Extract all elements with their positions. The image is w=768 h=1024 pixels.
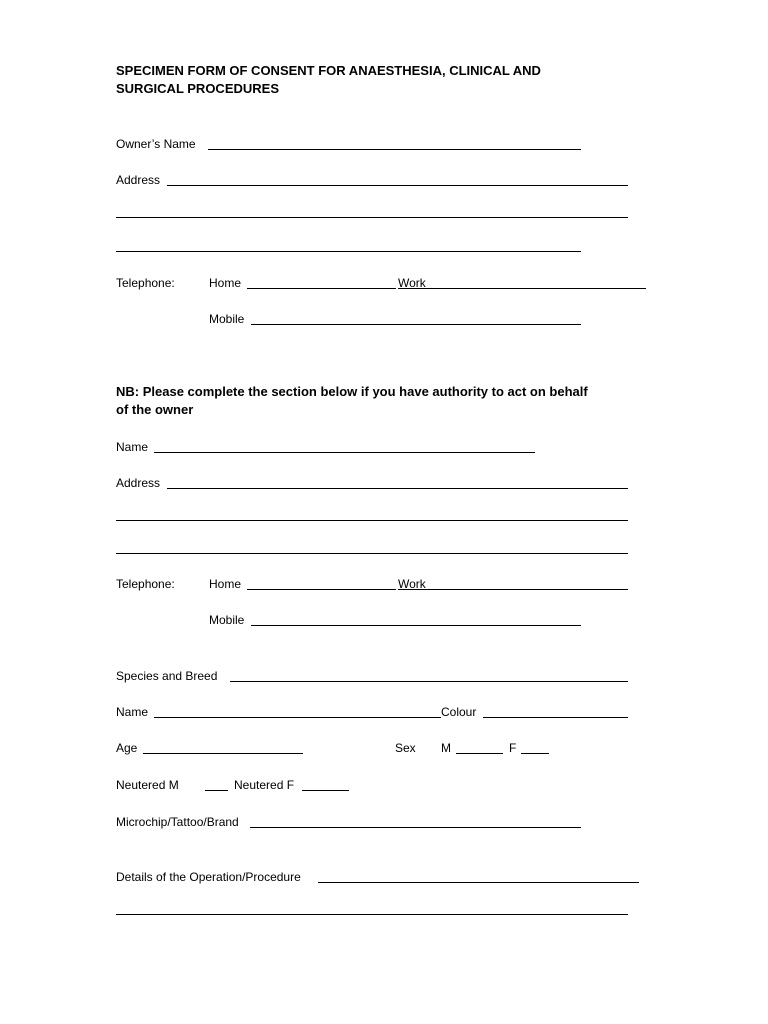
sex-f-field[interactable] bbox=[521, 753, 549, 754]
animal-name-label: Name bbox=[116, 705, 149, 719]
neutered-m-field[interactable] bbox=[205, 790, 228, 791]
sex-f-label: F bbox=[509, 741, 517, 755]
agent-home-phone-field[interactable] bbox=[247, 589, 396, 590]
procedure-details-field-2[interactable] bbox=[116, 914, 628, 915]
agent-telephone-label: Telephone: bbox=[116, 577, 175, 591]
microchip-label: Microchip/Tattoo/Brand bbox=[116, 815, 239, 829]
agent-address-field-2[interactable] bbox=[116, 520, 628, 521]
age-field[interactable] bbox=[143, 753, 303, 754]
agent-name-field[interactable] bbox=[154, 452, 535, 453]
neutered-f-field[interactable] bbox=[302, 790, 349, 791]
owner-name-label: Owner’s Name bbox=[116, 137, 196, 151]
animal-name-field[interactable] bbox=[154, 717, 441, 718]
agent-mobile-field[interactable] bbox=[251, 625, 581, 626]
owner-address-label: Address bbox=[116, 173, 161, 187]
owner-work-label: Work bbox=[398, 276, 426, 290]
agent-address-label: Address bbox=[116, 476, 161, 490]
sex-m-field[interactable] bbox=[456, 753, 503, 754]
owner-mobile-field[interactable] bbox=[251, 324, 581, 325]
owner-name-field[interactable] bbox=[208, 149, 581, 150]
neutered-m-label: Neutered M bbox=[116, 778, 179, 792]
species-breed-label: Species and Breed bbox=[116, 669, 218, 683]
age-label: Age bbox=[116, 741, 138, 755]
owner-address-field-2[interactable] bbox=[116, 217, 628, 218]
sex-label: Sex bbox=[395, 741, 416, 755]
owner-work-phone-field[interactable] bbox=[398, 288, 646, 289]
form-title-line-2: SURGICAL PROCEDURES bbox=[116, 81, 280, 96]
colour-field[interactable] bbox=[483, 717, 628, 718]
agent-name-label: Name bbox=[116, 440, 149, 454]
agent-home-label: Home bbox=[209, 577, 242, 591]
authority-note-line-1: NB: Please complete the section below if you have authority to act on behalf bbox=[116, 384, 588, 399]
colour-label: Colour bbox=[441, 705, 477, 719]
owner-home-phone-field[interactable] bbox=[247, 288, 396, 289]
owner-telephone-label: Telephone: bbox=[116, 276, 175, 290]
owner-home-label: Home bbox=[209, 276, 242, 290]
procedure-details-field-1[interactable] bbox=[318, 882, 639, 883]
agent-address-field-1[interactable] bbox=[167, 488, 628, 489]
agent-work-label: Work bbox=[398, 577, 426, 591]
sex-m-label: M bbox=[441, 741, 451, 755]
neutered-f-label: Neutered F bbox=[234, 778, 295, 792]
agent-mobile-label: Mobile bbox=[209, 613, 245, 627]
authority-note-line-2: of the owner bbox=[116, 402, 194, 417]
owner-address-field-1[interactable] bbox=[167, 185, 628, 186]
owner-mobile-label: Mobile bbox=[209, 312, 245, 326]
species-breed-field[interactable] bbox=[230, 681, 628, 682]
microchip-field[interactable] bbox=[250, 827, 581, 828]
agent-address-field-3[interactable] bbox=[116, 553, 628, 554]
form-title-line-1: SPECIMEN FORM OF CONSENT FOR ANAESTHESIA, CLINICAL AND bbox=[116, 63, 541, 78]
procedure-details-label: Details of the Operation/Procedure bbox=[116, 870, 301, 884]
owner-address-field-3[interactable] bbox=[116, 251, 581, 252]
agent-work-phone-field[interactable] bbox=[398, 589, 628, 590]
